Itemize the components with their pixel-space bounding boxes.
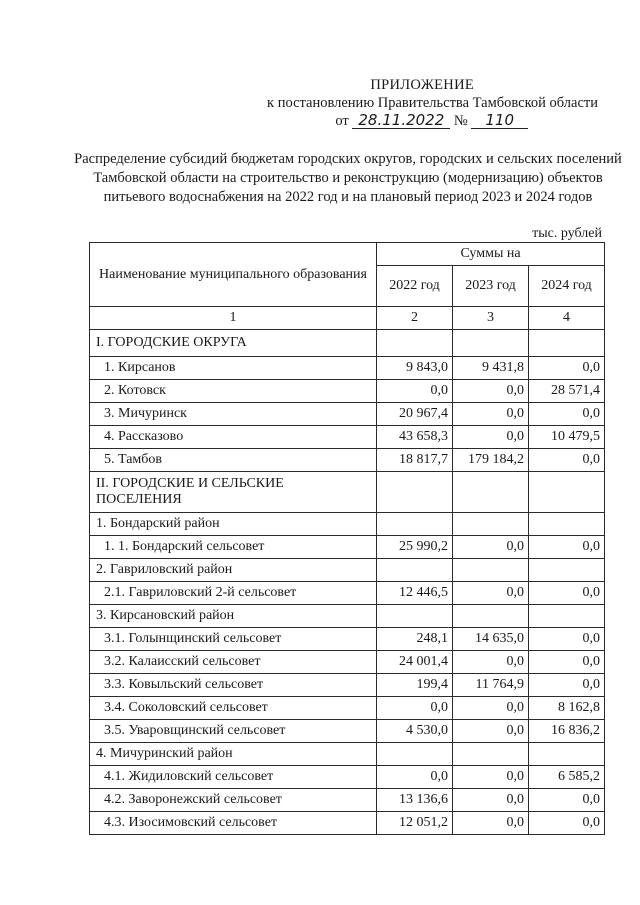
value-cell-2022 — [377, 330, 453, 357]
value-cell-2024: 6 585,2 — [529, 766, 605, 789]
table-row — [90, 536, 605, 559]
value-cell-2023: 0,0 — [453, 766, 529, 789]
resolution-date: 28.11.2022 — [352, 112, 450, 129]
value-cell-2022: 9 843,0 — [377, 357, 453, 380]
value-cell-2022 — [377, 559, 453, 582]
subsidy-table — [89, 242, 605, 835]
value-cell-2022: 18 817,7 — [377, 449, 453, 472]
row-name: 3.4. Соколовский сельсовет — [90, 697, 377, 720]
value-cell-2022 — [377, 472, 453, 513]
table-row — [90, 651, 605, 674]
table-row — [90, 628, 605, 651]
row-name: 4. Рассказово — [90, 426, 377, 449]
value-cell-2024 — [529, 472, 605, 513]
from-label: от — [335, 113, 349, 129]
district-row — [90, 559, 605, 582]
value-cell-2024: 16 836,2 — [529, 720, 605, 743]
row-name: 3. Кирсановский район — [90, 605, 377, 628]
units-label: тыс. рублей — [532, 226, 602, 241]
row-name: 3.5. Уваровщинский сельсовет — [90, 720, 377, 743]
value-cell-2024 — [529, 513, 605, 536]
appendix-to-line: к постановлению Правительства Тамбовской области — [267, 95, 598, 111]
table-row — [90, 426, 605, 449]
value-cell-2023: 0,0 — [453, 536, 529, 559]
value-cell-2024: 0,0 — [529, 651, 605, 674]
value-cell-2022: 12 051,2 — [377, 812, 453, 835]
value-cell-2024: 8 162,8 — [529, 697, 605, 720]
value-cell-2022 — [377, 605, 453, 628]
column-index: 3 — [453, 307, 529, 330]
appendix-title: ПРИЛОЖЕНИЕ — [370, 77, 474, 93]
column-header-year: 2024 год — [529, 266, 605, 307]
value-cell-2022: 248,1 — [377, 628, 453, 651]
value-cell-2023: 11 764,9 — [453, 674, 529, 697]
row-name: 3. Мичуринск — [90, 403, 377, 426]
value-cell-2022: 13 136,6 — [377, 789, 453, 812]
resolution-date-number — [335, 112, 528, 130]
value-cell-2023 — [453, 605, 529, 628]
district-row — [90, 743, 605, 766]
row-name: I. ГОРОДСКИЕ ОКРУГА — [90, 330, 377, 357]
row-name: 3.3. Ковыльский сельсовет — [90, 674, 377, 697]
column-header-sums: Суммы на — [377, 243, 605, 266]
value-cell-2022: 4 530,0 — [377, 720, 453, 743]
value-cell-2023: 0,0 — [453, 812, 529, 835]
value-cell-2024: 28 571,4 — [529, 380, 605, 403]
row-name: 1. Бондарский район — [90, 513, 377, 536]
column-header-year: 2023 год — [453, 266, 529, 307]
table-row — [90, 403, 605, 426]
section-row — [90, 472, 605, 513]
value-cell-2023 — [453, 559, 529, 582]
row-name: 1. 1. Бондарский сельсовет — [90, 536, 377, 559]
value-cell-2023: 9 431,8 — [453, 357, 529, 380]
table-row — [90, 789, 605, 812]
value-cell-2023 — [453, 472, 529, 513]
value-cell-2023: 0,0 — [453, 789, 529, 812]
value-cell-2024 — [529, 605, 605, 628]
row-name: 4.3. Изосимовский сельсовет — [90, 812, 377, 835]
column-index: 2 — [377, 307, 453, 330]
table-row — [90, 449, 605, 472]
value-cell-2022: 0,0 — [377, 697, 453, 720]
row-name: 4.1. Жидиловский сельсовет — [90, 766, 377, 789]
row-name: 5. Тамбов — [90, 449, 377, 472]
value-cell-2024 — [529, 743, 605, 766]
value-cell-2023: 14 635,0 — [453, 628, 529, 651]
table-row — [90, 720, 605, 743]
row-name: 2. Гавриловский район — [90, 559, 377, 582]
value-cell-2022 — [377, 743, 453, 766]
value-cell-2023 — [453, 743, 529, 766]
table-row — [90, 380, 605, 403]
row-name: 4.2. Заворонежский сельсовет — [90, 789, 377, 812]
table-row — [90, 674, 605, 697]
column-index: 1 — [90, 307, 377, 330]
value-cell-2023: 0,0 — [453, 720, 529, 743]
value-cell-2024: 0,0 — [529, 357, 605, 380]
document-title: Распределение субсидий бюджетам городских округов, городских и сельских поселений Тамбовской области на строительство и реконструкцию (модернизацию) объектов питьевого водоснабжения на 2022 год и на плановый период 2023 и 2024 годов — [74, 151, 622, 205]
value-cell-2022: 24 001,4 — [377, 651, 453, 674]
value-cell-2023: 0,0 — [453, 582, 529, 605]
table-row — [90, 766, 605, 789]
value-cell-2023: 0,0 — [453, 426, 529, 449]
value-cell-2024: 0,0 — [529, 628, 605, 651]
table-row — [90, 697, 605, 720]
row-name: 2. Котовск — [90, 380, 377, 403]
column-header-year: 2022 год — [377, 266, 453, 307]
resolution-number: 110 — [471, 112, 528, 129]
value-cell-2024: 10 479,5 — [529, 426, 605, 449]
value-cell-2022: 20 967,4 — [377, 403, 453, 426]
value-cell-2024: 0,0 — [529, 403, 605, 426]
value-cell-2023: 0,0 — [453, 403, 529, 426]
value-cell-2023: 0,0 — [453, 697, 529, 720]
value-cell-2023: 0,0 — [453, 651, 529, 674]
section-row — [90, 330, 605, 357]
table-row — [90, 812, 605, 835]
value-cell-2022 — [377, 513, 453, 536]
value-cell-2022: 12 446,5 — [377, 582, 453, 605]
value-cell-2024 — [529, 559, 605, 582]
row-name: 3.1. Голынщинский сельсовет — [90, 628, 377, 651]
district-row — [90, 513, 605, 536]
row-name: 2.1. Гавриловский 2-й сельсовет — [90, 582, 377, 605]
value-cell-2022: 0,0 — [377, 766, 453, 789]
value-cell-2024: 0,0 — [529, 674, 605, 697]
value-cell-2023: 0,0 — [453, 380, 529, 403]
value-cell-2024: 0,0 — [529, 449, 605, 472]
district-row — [90, 605, 605, 628]
row-name: 1. Кирсанов — [90, 357, 377, 380]
table-row — [90, 357, 605, 380]
value-cell-2024: 0,0 — [529, 582, 605, 605]
value-cell-2022: 25 990,2 — [377, 536, 453, 559]
value-cell-2022: 199,4 — [377, 674, 453, 697]
value-cell-2024: 0,0 — [529, 789, 605, 812]
row-name: 4. Мичуринский район — [90, 743, 377, 766]
row-name: 3.2. Калаисский сельсовет — [90, 651, 377, 674]
value-cell-2023: 179 184,2 — [453, 449, 529, 472]
value-cell-2023 — [453, 513, 529, 536]
column-header-name: Наименование муниципального образования — [90, 243, 377, 307]
value-cell-2024: 0,0 — [529, 812, 605, 835]
column-index: 4 — [529, 307, 605, 330]
value-cell-2022: 43 658,3 — [377, 426, 453, 449]
table-row — [90, 582, 605, 605]
row-name: II. ГОРОДСКИЕ И СЕЛЬСКИЕ ПОСЕЛЕНИЯ — [90, 472, 377, 513]
number-label: № — [453, 113, 468, 129]
value-cell-2022: 0,0 — [377, 380, 453, 403]
value-cell-2024: 0,0 — [529, 536, 605, 559]
value-cell-2023 — [453, 330, 529, 357]
value-cell-2024 — [529, 330, 605, 357]
